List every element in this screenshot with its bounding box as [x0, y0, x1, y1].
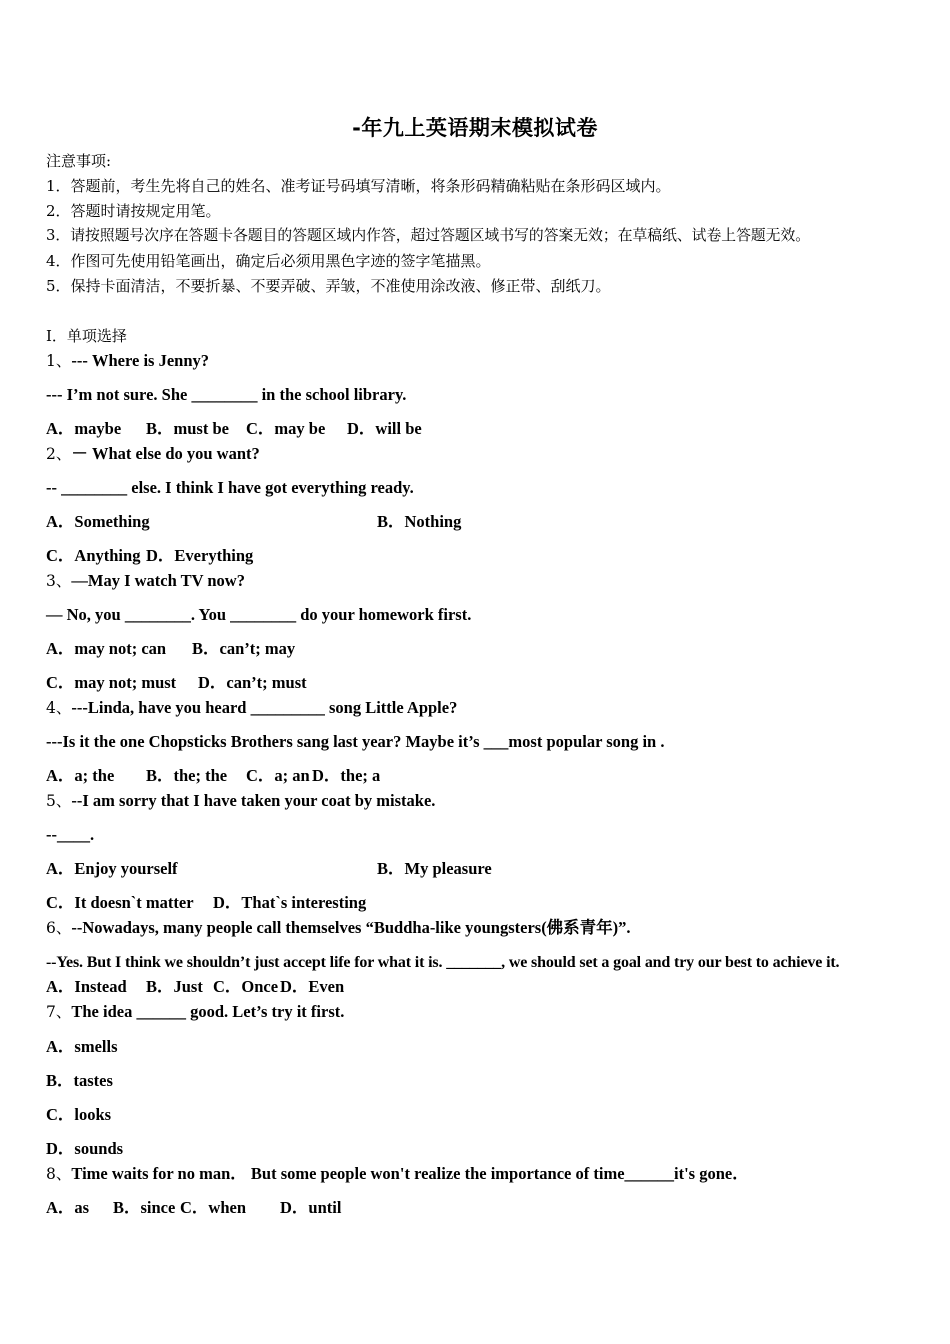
question-stem: --I am sorry that I have taken your coat by mistake.: [71, 791, 436, 810]
question-8: [46, 1164, 749, 1184]
question-stem: --- Where is Jenny?: [71, 351, 210, 370]
option-d: D．That`s interesting: [213, 893, 367, 912]
section-heading: Ⅰ．单项选择: [46, 327, 127, 345]
options-row: [46, 419, 906, 439]
option-d: D．sounds: [46, 1139, 124, 1158]
question-2: [46, 444, 260, 464]
options-row: [46, 673, 906, 693]
question-3: [46, 571, 245, 591]
option-d: D．will be: [347, 419, 422, 438]
options-row: [46, 766, 906, 786]
question-stem-2: --Yes. But I think we shouldn’t just accept life for what it is. _______, we should set a goal and try our best to achieve it.: [46, 954, 840, 971]
option-a: A．smells: [46, 1037, 118, 1056]
option-c: C．when: [180, 1198, 247, 1217]
option-c: C．may be: [246, 419, 326, 438]
option-a: A．Instead: [46, 977, 127, 996]
option-a: A．Enjoy yourself: [46, 859, 178, 878]
question-number: 7、: [46, 1003, 72, 1021]
options-row: [46, 639, 906, 659]
options-row: [46, 859, 906, 879]
option-d: D．can’t; must: [198, 673, 307, 692]
option-c: C．Once: [213, 977, 279, 996]
option-d: D．the; a: [312, 766, 381, 785]
option-b: B．Nothing: [377, 512, 462, 531]
question-stem: The idea ______ good. Let’s try it first.: [71, 1002, 345, 1021]
question-stem-2: --____.: [46, 825, 95, 844]
question-number: 5、: [46, 792, 72, 810]
option-b: B．since: [113, 1198, 176, 1217]
option-b: B．My pleasure: [377, 859, 492, 878]
question-number: 1、: [46, 352, 72, 370]
option-a: A．maybe: [46, 419, 122, 438]
option-a: A．may not; can: [46, 639, 167, 658]
option-d: D．Everything: [146, 546, 254, 565]
option-c: C．It doesn`t matter: [46, 893, 194, 912]
options-row: [46, 512, 906, 532]
option-b: B．the; the: [146, 766, 228, 785]
notice-item: 4．作图可先使用铅笔画出，确定后必须用黑色字迹的签字笔描黑。: [46, 252, 491, 270]
option-d: D．Even: [280, 977, 345, 996]
question-stem-2: -- ________ else. I think I have got everything ready.: [46, 478, 414, 497]
question-4: [46, 698, 457, 718]
question-5: [46, 791, 435, 811]
question-1: [46, 351, 209, 371]
question-number: 6、: [46, 919, 72, 937]
option-b: B．tastes: [46, 1071, 113, 1090]
question-number: 2、: [46, 445, 72, 463]
question-stem-2: --- I’m not sure. She ________ in the school library.: [46, 385, 407, 404]
question-number: 8、: [46, 1165, 72, 1183]
options-row: [46, 977, 906, 997]
option-c: C．looks: [46, 1105, 112, 1124]
option-a: A．a; the: [46, 766, 115, 785]
page-title: -年九上英语期末模拟试卷: [352, 116, 598, 140]
options-row: [46, 893, 906, 913]
question-stem: － What else do you want?: [71, 444, 260, 463]
option-c: C．may not; must: [46, 673, 177, 692]
notice-item: 3．请按照题号次序在答题卡各题目的答题区域内作答，超过答题区域书写的答案无效；在草稿纸、试卷上答题无效。: [46, 227, 811, 244]
options-row: [46, 1198, 906, 1218]
question-number: 3、: [46, 572, 72, 590]
option-c: C．Anything: [46, 546, 141, 565]
question-stem-2: ---Is it the one Chopsticks Brothers sang last year? Maybe it’s ___most popular song in .: [46, 732, 665, 751]
option-b: B．must be: [146, 419, 229, 438]
question-number: 4、: [46, 699, 72, 717]
question-stem: Time waits for no man． But some people won't realize the importance of time______it's gone．: [71, 1164, 749, 1183]
question-stem-2: — No, you ________. You ________ do your homework first.: [46, 605, 472, 624]
option-b: B．Just: [146, 977, 203, 996]
question-7: [46, 1002, 344, 1022]
question-stem: —May I watch TV now?: [71, 571, 245, 590]
question-stem: --Nowadays, many people call themselves “Buddha-like youngsters(佛系青年)”.: [71, 918, 631, 937]
question-stem: ---Linda, have you heard _________ song Little Apple?: [71, 698, 458, 717]
question-6: [46, 918, 631, 938]
notice-heading: 注意事项:: [46, 152, 112, 170]
options-row: [46, 546, 906, 566]
option-a: A．as: [46, 1198, 90, 1217]
option-c: C．a; an: [246, 766, 310, 785]
option-b: B．can’t; may: [192, 639, 296, 658]
option-a: A．Something: [46, 512, 150, 531]
notice-item: 2．答题时请按规定用笔。: [46, 202, 221, 220]
option-d: D．until: [280, 1198, 342, 1217]
notice-item: 1．答题前，考生先将自己的姓名、准考证号码填写清晰，将条形码精确粘贴在条形码区域内。: [46, 177, 671, 195]
notice-item: 5．保持卡面清洁，不要折暴、不要弄破、弄皱，不准使用涂改液、修正带、刮纸刀。: [46, 277, 611, 295]
